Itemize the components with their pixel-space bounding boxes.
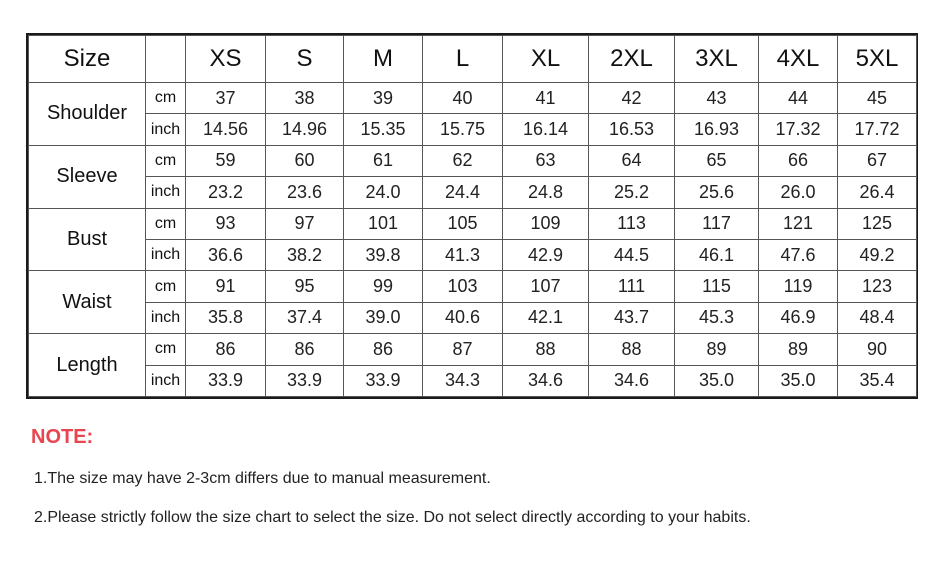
table-cell: 86	[344, 334, 423, 365]
measurement-label: Length	[29, 334, 146, 397]
table-cell: 48.4	[838, 302, 917, 333]
table-cell: 24.0	[344, 177, 423, 208]
table-cell: 113	[589, 208, 675, 239]
table-cell: 23.6	[266, 177, 344, 208]
measurement-rows	[29, 83, 917, 397]
table-cell: 39.0	[344, 302, 423, 333]
table-cell: 86	[186, 334, 266, 365]
table-cell: 36.6	[186, 239, 266, 270]
table-cell: 34.6	[503, 365, 589, 396]
table-cell: 15.75	[423, 114, 503, 145]
table-cell: 35.0	[759, 365, 838, 396]
measurement-label: Waist	[29, 271, 146, 334]
table-cell: 33.9	[266, 365, 344, 396]
table-cell: 64	[589, 145, 675, 176]
table-cell: 35.0	[675, 365, 759, 396]
table-cell: 16.14	[503, 114, 589, 145]
table-cell: 67	[838, 145, 917, 176]
table-cell: 89	[759, 334, 838, 365]
table-cell: 90	[838, 334, 917, 365]
table-cell: 86	[266, 334, 344, 365]
measurement-label: Sleeve	[29, 145, 146, 208]
table-cell: 65	[675, 145, 759, 176]
table-cell: 35.4	[838, 365, 917, 396]
table-cell: 62	[423, 145, 503, 176]
table-cell: 39	[344, 83, 423, 114]
table-cell: 44.5	[589, 239, 675, 270]
table-cell: 34.6	[589, 365, 675, 396]
table-cell: 63	[503, 145, 589, 176]
table-cell: 40	[423, 83, 503, 114]
table-cell: 43.7	[589, 302, 675, 333]
measurement-row-cm	[29, 83, 917, 114]
size-header-5xl: 5XL	[838, 36, 917, 83]
unit-label: cm	[146, 208, 186, 239]
table-cell: 40.6	[423, 302, 503, 333]
unit-label: cm	[146, 145, 186, 176]
table-cell: 105	[423, 208, 503, 239]
note-title: NOTE:	[31, 426, 94, 448]
table-cell: 111	[589, 271, 675, 302]
table-cell: 17.32	[759, 114, 838, 145]
table-cell: 60	[266, 145, 344, 176]
measurement-label: Bust	[29, 208, 146, 271]
unit-label: cm	[146, 334, 186, 365]
table-cell: 97	[266, 208, 344, 239]
table-cell: 44	[759, 83, 838, 114]
table-cell: 33.9	[344, 365, 423, 396]
measurement-row-inch	[29, 365, 917, 396]
table-cell: 93	[186, 208, 266, 239]
table-cell: 91	[186, 271, 266, 302]
table-cell: 42.1	[503, 302, 589, 333]
table-cell: 45.3	[675, 302, 759, 333]
table-cell: 26.0	[759, 177, 838, 208]
table-cell: 125	[838, 208, 917, 239]
table-cell: 33.9	[186, 365, 266, 396]
measurement-row-inch	[29, 114, 917, 145]
table-cell: 37.4	[266, 302, 344, 333]
size-header-s: S	[266, 36, 344, 83]
unit-label: cm	[146, 271, 186, 302]
table-cell: 24.8	[503, 177, 589, 208]
table-cell: 46.9	[759, 302, 838, 333]
table-cell: 42	[589, 83, 675, 114]
table-cell: 26.4	[838, 177, 917, 208]
table-cell: 34.3	[423, 365, 503, 396]
table-cell: 35.8	[186, 302, 266, 333]
table-cell: 66	[759, 145, 838, 176]
size-header-label: Size	[29, 36, 146, 83]
table-cell: 41.3	[423, 239, 503, 270]
unit-label: inch	[146, 365, 186, 396]
table-cell: 38.2	[266, 239, 344, 270]
table-cell: 14.56	[186, 114, 266, 145]
measurement-label: Shoulder	[29, 83, 146, 146]
size-header-2xl: 2XL	[589, 36, 675, 83]
size-header-m: M	[344, 36, 423, 83]
table-cell: 115	[675, 271, 759, 302]
unit-label: inch	[146, 177, 186, 208]
measurement-row-cm	[29, 271, 917, 302]
measurement-row-inch	[29, 177, 917, 208]
table-cell: 16.53	[589, 114, 675, 145]
table-cell: 38	[266, 83, 344, 114]
size-header-xl: XL	[503, 36, 589, 83]
table-cell: 87	[423, 334, 503, 365]
table-cell: 17.72	[838, 114, 917, 145]
table-cell: 14.96	[266, 114, 344, 145]
table-cell: 15.35	[344, 114, 423, 145]
table-cell: 43	[675, 83, 759, 114]
measurement-row-cm	[29, 208, 917, 239]
table-cell: 103	[423, 271, 503, 302]
table-cell: 41	[503, 83, 589, 114]
note-line-1: 1.The size may have 2-3cm differs due to manual measurement.	[34, 470, 491, 487]
size-header-3xl: 3XL	[675, 36, 759, 83]
measurement-row-cm	[29, 145, 917, 176]
size-header-row	[29, 36, 917, 83]
table-cell: 25.6	[675, 177, 759, 208]
table-cell: 121	[759, 208, 838, 239]
size-header-4xl: 4XL	[759, 36, 838, 83]
table-cell: 99	[344, 271, 423, 302]
table-cell: 95	[266, 271, 344, 302]
table-cell: 88	[503, 334, 589, 365]
unit-header-cell	[146, 36, 186, 83]
measurement-row-cm	[29, 334, 917, 365]
table-cell: 39.8	[344, 239, 423, 270]
table-cell: 23.2	[186, 177, 266, 208]
size-chart	[26, 33, 918, 399]
size-header-xs: XS	[186, 36, 266, 83]
unit-label: inch	[146, 239, 186, 270]
table-cell: 45	[838, 83, 917, 114]
unit-label: inch	[146, 114, 186, 145]
table-cell: 59	[186, 145, 266, 176]
size-header-l: L	[423, 36, 503, 83]
unit-label: cm	[146, 83, 186, 114]
unit-label: inch	[146, 302, 186, 333]
table-cell: 37	[186, 83, 266, 114]
table-cell: 47.6	[759, 239, 838, 270]
table-cell: 101	[344, 208, 423, 239]
table-cell: 107	[503, 271, 589, 302]
table-cell: 123	[838, 271, 917, 302]
table-cell: 49.2	[838, 239, 917, 270]
table-cell: 117	[675, 208, 759, 239]
table-cell: 88	[589, 334, 675, 365]
note-line-2: 2.Please strictly follow the size chart to select the size. Do not select directly according to your habits.	[34, 509, 751, 526]
table-cell: 89	[675, 334, 759, 365]
table-cell: 25.2	[589, 177, 675, 208]
measurement-row-inch	[29, 239, 917, 270]
table-cell: 24.4	[423, 177, 503, 208]
table-cell: 109	[503, 208, 589, 239]
size-table	[28, 35, 917, 397]
table-cell: 119	[759, 271, 838, 302]
table-cell: 46.1	[675, 239, 759, 270]
table-cell: 42.9	[503, 239, 589, 270]
table-cell: 16.93	[675, 114, 759, 145]
measurement-row-inch	[29, 302, 917, 333]
table-cell: 61	[344, 145, 423, 176]
